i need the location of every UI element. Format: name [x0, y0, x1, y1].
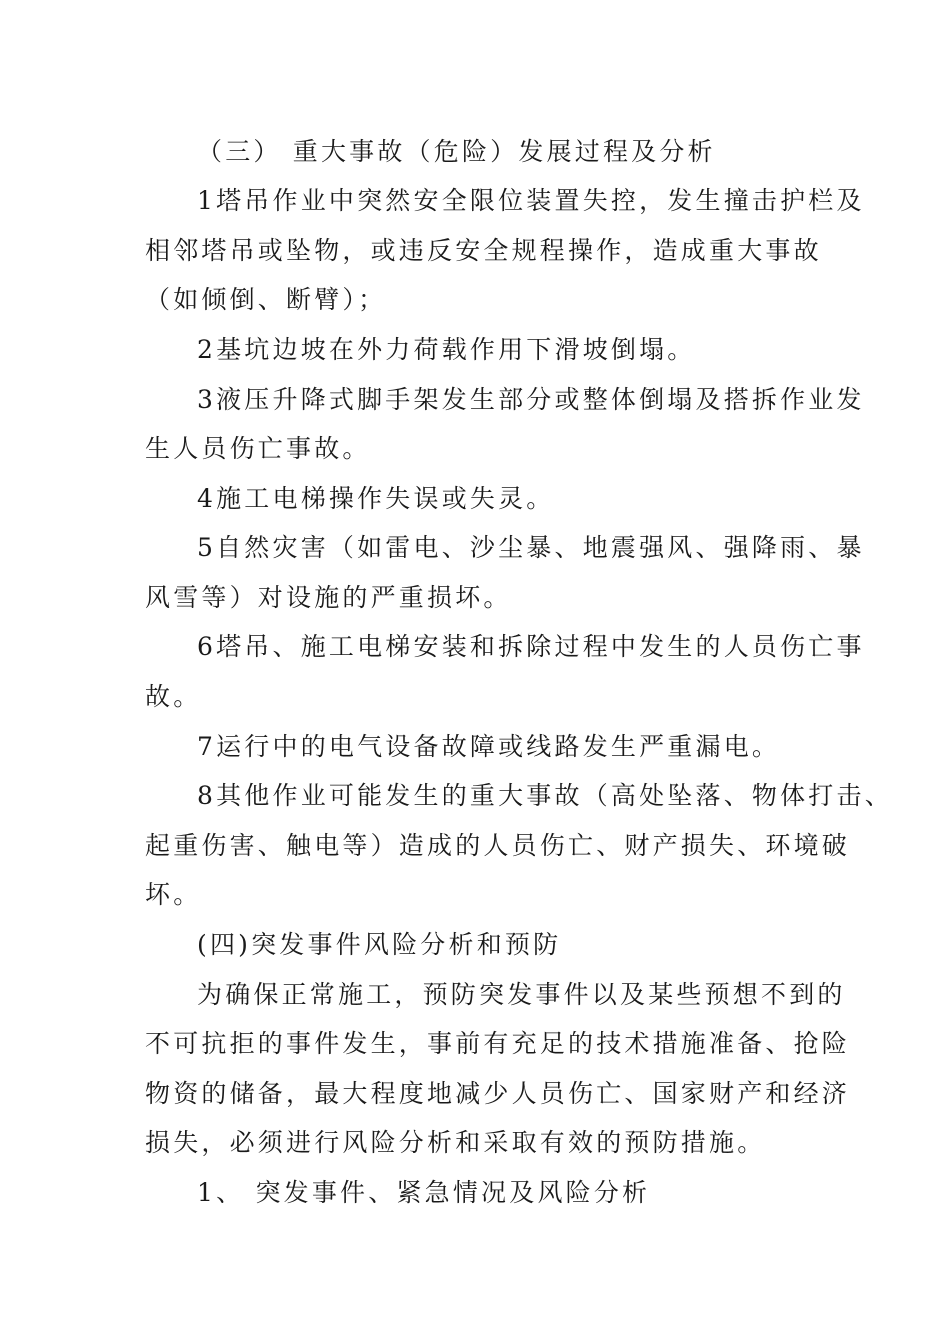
paragraph-line: 1塔吊作业中突然安全限位装置失控，发生撞击护栏及: [197, 186, 865, 215]
paragraph-line: 8其他作业可能发生的重大事故（高处坠落、物体打击、: [197, 781, 893, 810]
section-heading-3: （三） 重大事故（危险）发展过程及分析: [197, 137, 716, 166]
paragraph-line: 损失，必须进行风险分析和采取有效的预防措施。: [145, 1128, 766, 1157]
paragraph-line: 坏。: [145, 880, 202, 909]
paragraph-line: 故。: [145, 682, 202, 711]
paragraph-line: 2基坑边坡在外力荷载作用下滑坡倒塌。: [197, 335, 696, 364]
paragraph-line: 物资的储备，最大程度地减少人员伤亡、国家财产和经济: [145, 1079, 851, 1108]
paragraph-line: 不可抗拒的事件发生，事前有充足的技术措施准备、抢险: [145, 1029, 851, 1058]
paragraph-line: 起重伤害、触电等）造成的人员伤亡、财产损失、环境破: [145, 831, 851, 860]
paragraph-line: 6塔吊、施工电梯安装和拆除过程中发生的人员伤亡事: [197, 632, 865, 661]
paragraph-line: 4施工电梯操作失误或失灵。: [197, 484, 555, 513]
subsection-heading-1: 1、 突发事件、紧急情况及风险分析: [197, 1178, 651, 1207]
paragraph-line: 3液压升降式脚手架发生部分或整体倒塌及搭拆作业发: [197, 385, 865, 414]
paragraph-line: 相邻塔吊或坠物，或违反安全规程操作，造成重大事故: [145, 236, 822, 265]
paragraph-line: 7运行中的电气设备故障或线路发生严重漏电。: [197, 732, 781, 761]
paragraph-line: 5自然灾害（如雷电、沙尘暴、地震强风、强降雨、暴: [197, 533, 865, 562]
section-heading-4: (四)突发事件风险分析和预防: [197, 930, 562, 959]
paragraph-line: 为确保正常施工，预防突发事件以及某些预想不到的: [197, 980, 846, 1009]
paragraph-line: 生人员伤亡事故。: [145, 434, 371, 463]
paragraph-line: （如倾倒、断臂）；: [145, 285, 387, 314]
paragraph-line: 风雪等）对设施的严重损坏。: [145, 583, 512, 612]
